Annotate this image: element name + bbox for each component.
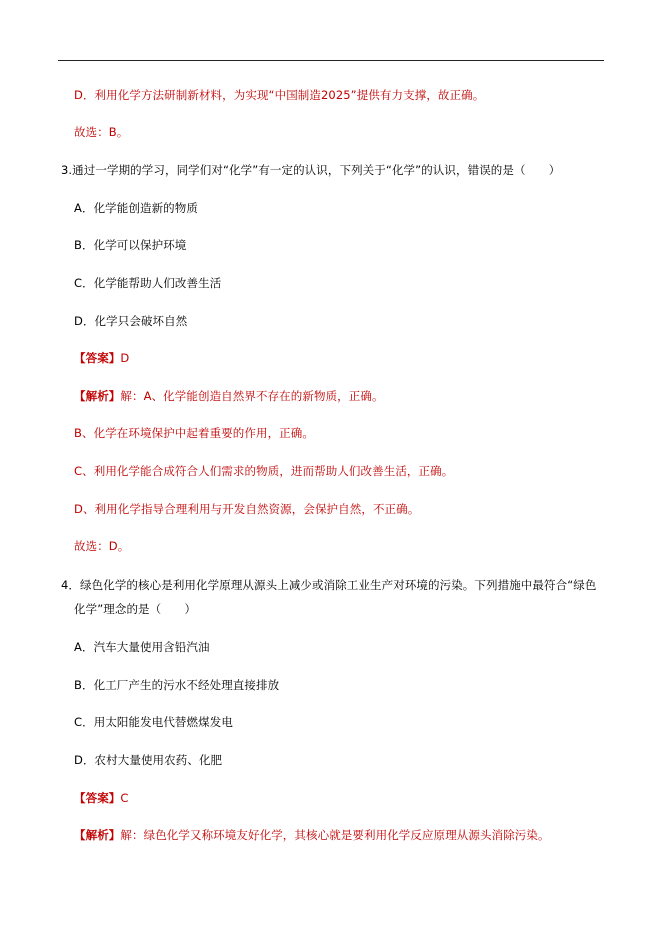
q3-answer: [74, 350, 129, 366]
q4-stem-line1: 4．绿色化学的核心是利用化学原理从源头上减少或消除工业生产对环境的污染。下列措施中最符合“绿色: [61, 578, 597, 592]
q3-analysis-d: D、利用化学指导合理利用与开发自然资源，会保护自然，不正确。: [74, 502, 420, 516]
q4-option-d: D．农村大量使用农药、化肥: [74, 753, 223, 767]
q3-option-a: A．化学能创造新的物质: [74, 201, 198, 215]
q3-choice: 故选：D。: [74, 539, 130, 553]
analysis-tag: 【解析】: [74, 389, 121, 403]
answer-tag: 【答案】: [74, 351, 121, 365]
q3-option-c: C．化学能帮助人们改善生活: [74, 276, 222, 290]
q3-option-d: D．化学只会破坏自然: [74, 314, 188, 328]
q3-analysis: [74, 388, 384, 404]
answer-value: D: [120, 351, 130, 365]
q4-stem-line2: 化学”理念的是（ ）: [74, 602, 197, 616]
answer-tag: 【答案】: [74, 791, 121, 805]
q3-analysis-b: B、化学在环境保护中起着重要的作用，正确。: [74, 426, 314, 440]
analysis-text: 解：A、化学能创造自然界不存在的新物质，正确。: [120, 389, 384, 403]
q4-answer: [74, 790, 129, 806]
q2-option-d-explanation: D．利用化学方法研制新材料，为实现“中国制造2025”提供有力支撑，故正确。: [74, 88, 485, 102]
q4-option-a: A．汽车大量使用含铅汽油: [74, 640, 210, 654]
answer-value: C: [120, 791, 129, 805]
q3-option-b: B．化学可以保护环境: [74, 238, 187, 252]
q3-analysis-c: C、利用化学能合成符合人们需求的物质，进而帮助人们改善生活，正确。: [74, 464, 454, 478]
header-rule: [58, 60, 604, 61]
q4-analysis: [74, 827, 550, 843]
q4-option-c: C．用太阳能发电代替燃煤发电: [74, 715, 233, 729]
analysis-tag: 【解析】: [74, 828, 121, 842]
q2-choice: 故选：B。: [74, 125, 129, 139]
analysis-text: 解：绿色化学又称环境友好化学，其核心就是要利用化学反应原理从源头消除污染。: [120, 828, 550, 842]
q4-option-b: B．化工厂产生的污水不经处理直接排放: [74, 678, 280, 692]
q3-stem: 3.通过一学期的学习，同学们对“化学”有一定的认识，下列关于“化学”的认识，错误的是（ ）: [61, 163, 561, 177]
